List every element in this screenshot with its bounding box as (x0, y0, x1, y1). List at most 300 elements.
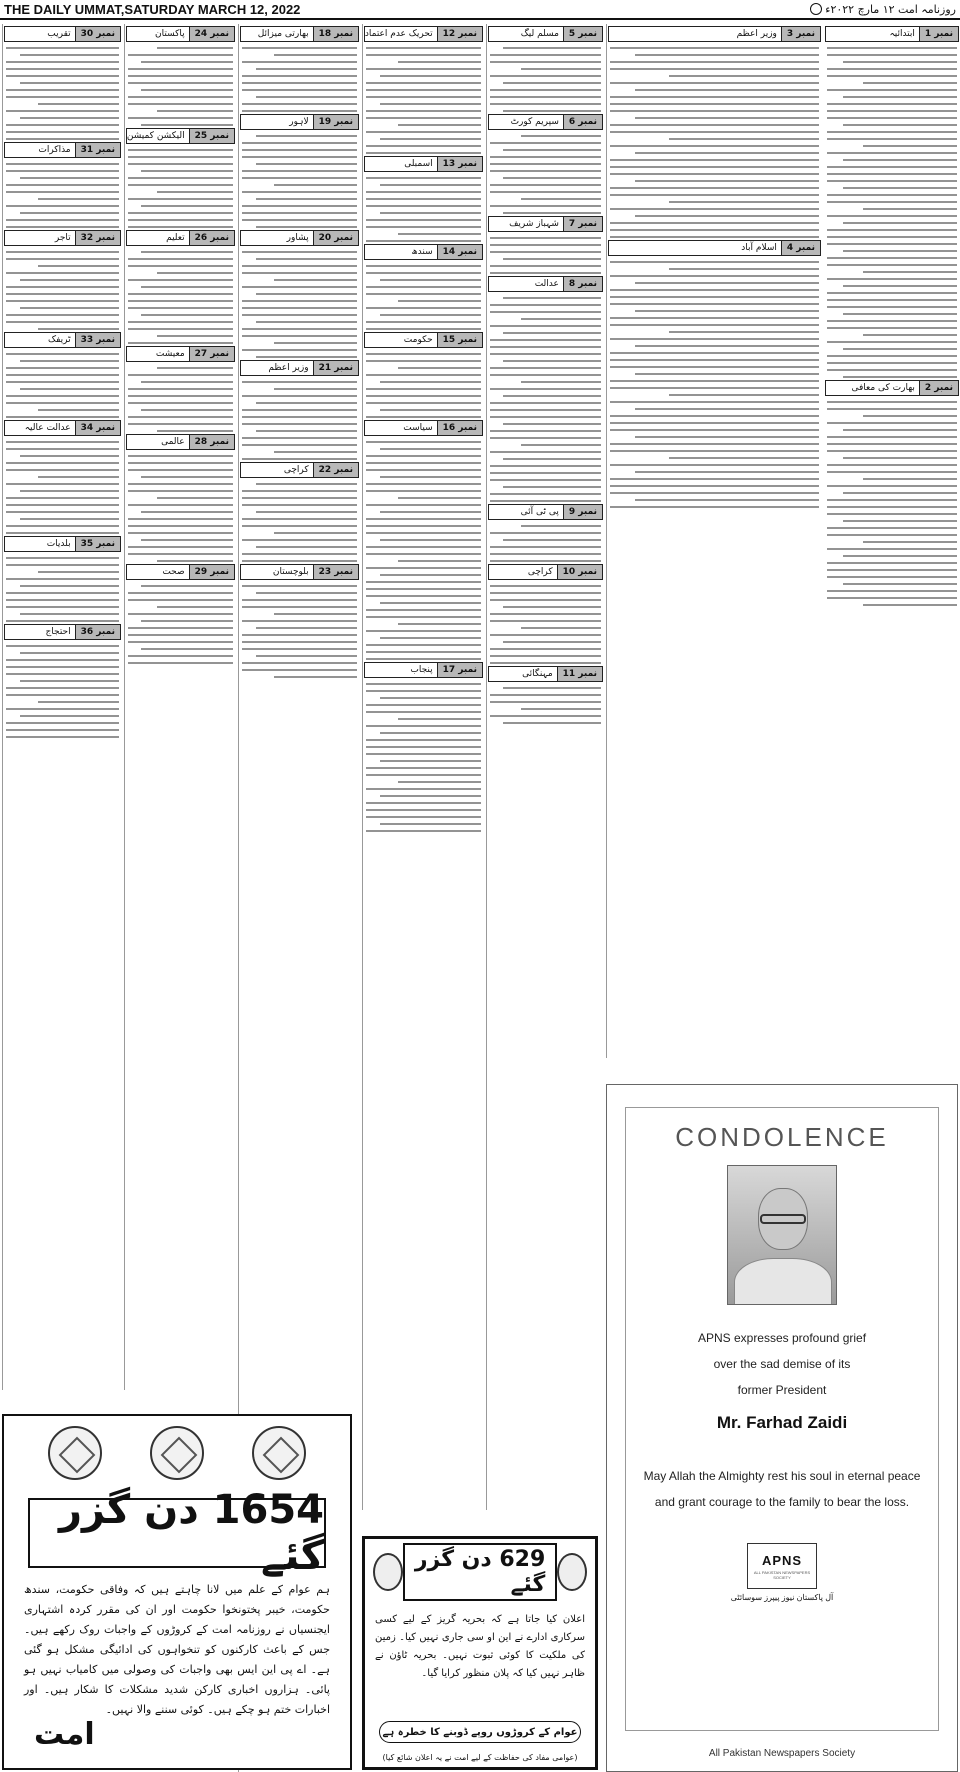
arrears-ad-text: ہم عوام کے علم میں لانا چاہتے ہیں کہ وفاقی حکومت، سندھ حکومت، خیبر پختونخوا حکومت اور ان کی مقرر کردہ اشتہاری ایجنسیاں نے روزنامہ امت کے کروڑوں کے واجبات روک رکھے ہیں۔ جس کے باعث کارکنوں کو تنخواہوں کی ادائیگی مشکل ہو گئی ہے۔ اے پی این ایس بھی واجبات کی وصولی میں کامیاب نہیں ہو پائی۔ ہزاروں اخباری کارکن شدید مشکلات کا شکار ہیں۔ اور اخبارات ختم ہو چکے ہیں۔ کوئی سننے والا نہیں۔ (24, 1583, 330, 1716)
story-dateline: بھارت کی معافی (851, 383, 915, 393)
text-line (128, 627, 233, 629)
text-line (6, 722, 119, 724)
story-header (488, 504, 603, 520)
text-line (242, 585, 357, 587)
text-line (6, 205, 119, 207)
text-line (128, 374, 233, 376)
story-body (487, 585, 604, 664)
apns-urdu-name: آل پاکستان نیوز پیپرز سوسائٹی (730, 1593, 834, 1602)
text-line (490, 694, 601, 696)
text-line (20, 388, 119, 390)
news-story (487, 564, 604, 664)
text-line (6, 708, 119, 710)
text-line (141, 205, 233, 207)
text-line (6, 381, 119, 383)
text-line (20, 212, 119, 214)
story-dateline: مسلم لیگ (520, 29, 559, 39)
story-header (364, 156, 483, 172)
text-line (366, 725, 481, 727)
story-body (3, 557, 122, 622)
story-body (487, 237, 604, 274)
text-line (490, 325, 601, 327)
text-line (366, 54, 481, 56)
text-line (366, 690, 481, 692)
text-line (6, 226, 119, 228)
text-line (503, 258, 601, 260)
text-line (256, 627, 357, 629)
text-line (366, 402, 481, 404)
text-line (398, 560, 481, 562)
text-line (128, 258, 233, 260)
story-number: نمبر 33 (75, 333, 120, 347)
text-line (242, 423, 357, 425)
text-line (843, 457, 957, 459)
text-line (38, 571, 119, 573)
text-line (366, 739, 481, 741)
text-line (242, 560, 357, 562)
text-line (128, 490, 233, 492)
text-line (256, 198, 357, 200)
text-line (610, 478, 819, 480)
text-line (242, 444, 357, 446)
text-line (366, 553, 481, 555)
text-line (366, 830, 481, 832)
story-dateline: پنجاب (410, 665, 433, 675)
text-line (242, 149, 357, 151)
text-line (242, 648, 357, 650)
text-line (366, 131, 481, 133)
text-line (128, 455, 233, 457)
text-line (827, 152, 957, 154)
bahria-ad-header (365, 1539, 595, 1605)
story-dateline: صحت (162, 567, 185, 577)
text-line (490, 339, 601, 341)
text-line (38, 265, 119, 267)
condolence-title: CONDOLENCE (675, 1122, 889, 1152)
text-line (242, 219, 357, 221)
text-line (128, 518, 233, 520)
text-line (380, 103, 481, 105)
text-line (128, 226, 233, 228)
text-line (490, 244, 601, 246)
text-line (398, 367, 481, 369)
text-line (521, 381, 601, 383)
text-line (128, 300, 233, 302)
story-header (4, 420, 121, 436)
text-line (503, 395, 601, 397)
story-header (240, 26, 359, 42)
text-line (366, 767, 481, 769)
text-line (128, 525, 233, 527)
text-line (366, 441, 481, 443)
story-header (4, 230, 121, 246)
story-dateline: بلدیات (46, 539, 71, 549)
text-line (490, 493, 601, 495)
text-line (20, 585, 119, 587)
text-line (366, 353, 481, 355)
text-line (6, 124, 119, 126)
news-story (239, 564, 360, 678)
story-number: نمبر 16 (437, 421, 482, 435)
text-line (128, 212, 233, 214)
text-line (128, 177, 233, 179)
text-line (827, 201, 957, 203)
newspaper-page (0, 24, 960, 1772)
text-line (827, 68, 957, 70)
text-line (366, 809, 481, 811)
story-header (4, 142, 121, 158)
text-line (490, 54, 601, 56)
text-line (610, 464, 819, 466)
text-line (610, 68, 819, 70)
text-line (20, 177, 119, 179)
text-line (635, 89, 819, 91)
text-line (366, 658, 481, 660)
text-line (157, 110, 233, 112)
condolence-line-2: over the sad demise of its (713, 1357, 851, 1371)
text-line (827, 499, 957, 501)
text-line (242, 518, 357, 520)
text-line (380, 574, 481, 576)
story-dateline: تحریک عدم اعتماد (365, 29, 433, 39)
masthead (0, 0, 960, 20)
text-line (827, 355, 957, 357)
text-line (6, 367, 119, 369)
text-line (242, 497, 357, 499)
news-story (239, 230, 360, 358)
news-story (3, 624, 122, 738)
text-line (128, 641, 233, 643)
text-line (827, 590, 957, 592)
text-line (242, 82, 357, 84)
text-line (128, 198, 233, 200)
text-line (610, 194, 819, 196)
text-line (490, 367, 601, 369)
story-dateline: مہنگائی (522, 669, 553, 679)
text-line (827, 103, 957, 105)
text-line (380, 75, 481, 77)
text-line (366, 47, 481, 49)
text-line (366, 68, 481, 70)
story-body (824, 47, 960, 378)
story-body (363, 441, 484, 660)
story-number: نمبر 7 (563, 217, 602, 231)
emblem-icon (373, 1553, 403, 1591)
text-line (6, 673, 119, 675)
text-line (366, 191, 481, 193)
story-dateline: پشاور (286, 233, 309, 243)
text-line (827, 513, 957, 515)
text-line (366, 651, 481, 653)
story-dateline: ابتدائیہ (889, 29, 915, 39)
text-line (6, 251, 119, 253)
text-line (863, 208, 957, 210)
masthead-urdu-text: روزنامہ امت ۱۲ مارچ ۲۰۲۲ء (825, 2, 956, 16)
bahria-ad-text: اعلان کیا جاتا ہے کہ بحریہ گریز کے لیے کسی سرکاری ادارے نے این او سی جاری نہیں کیا۔ زمین کی ملکیت کا کوئی ثبوت نہیں۔ بحریہ ٹاؤن نے ظاہر نہیں کیا کہ پلان منظور کرایا گیا۔ (375, 1614, 585, 1679)
text-line (242, 205, 357, 207)
news-story (487, 114, 604, 214)
text-line (128, 82, 233, 84)
text-line (6, 504, 119, 506)
text-line (863, 604, 957, 606)
text-line (128, 469, 233, 471)
text-line (242, 170, 357, 172)
story-body (607, 47, 822, 238)
text-line (827, 597, 957, 599)
story-header (126, 434, 235, 450)
text-line (843, 222, 957, 224)
text-line (827, 569, 957, 571)
text-line (366, 205, 481, 207)
text-line (128, 395, 233, 397)
text-line (141, 585, 233, 587)
text-line (490, 430, 601, 432)
text-line (827, 320, 957, 322)
text-line (635, 436, 819, 438)
text-line (38, 328, 119, 330)
text-line (521, 68, 601, 70)
text-line (863, 82, 957, 84)
text-line (521, 444, 601, 446)
text-line (366, 609, 481, 611)
text-line (610, 159, 819, 161)
text-line (38, 409, 119, 411)
story-header (364, 420, 483, 436)
text-line (503, 297, 601, 299)
text-line (635, 373, 819, 375)
story-dateline: عدالت (534, 279, 559, 289)
news-story (125, 230, 236, 344)
text-line (242, 61, 357, 63)
ummat-signature: امت (34, 1717, 95, 1752)
text-line (490, 648, 601, 650)
text-line (827, 534, 957, 536)
text-line (242, 103, 357, 105)
text-line (827, 278, 957, 280)
story-number: نمبر 19 (313, 115, 358, 129)
text-line (380, 409, 481, 411)
text-line (366, 802, 481, 804)
text-line (863, 415, 957, 417)
text-line (128, 388, 233, 390)
text-line (827, 243, 957, 245)
text-line (128, 321, 233, 323)
story-header (364, 26, 483, 42)
story-dateline: سیاست (403, 423, 433, 433)
text-line (242, 328, 357, 330)
text-line (366, 265, 481, 267)
story-header (240, 230, 359, 246)
text-line (141, 251, 233, 253)
text-line (635, 471, 819, 473)
news-story (125, 128, 236, 228)
text-line (242, 606, 357, 608)
text-line (380, 476, 481, 478)
text-line (843, 96, 957, 98)
news-story (3, 536, 122, 622)
text-line (490, 585, 601, 587)
text-line (6, 592, 119, 594)
story-header (126, 230, 235, 246)
text-line (490, 96, 601, 98)
text-line (380, 184, 481, 186)
story-number: نمبر 2 (919, 381, 958, 395)
text-line (256, 226, 357, 228)
text-line (827, 166, 957, 168)
text-line (610, 131, 819, 133)
text-line (256, 655, 357, 657)
text-line (256, 258, 357, 260)
text-line (490, 599, 601, 601)
text-line (610, 324, 819, 326)
story-body (125, 585, 236, 664)
text-line (490, 156, 601, 158)
story-header (4, 536, 121, 552)
text-line (256, 430, 357, 432)
text-line (366, 321, 481, 323)
story-dateline: کراچی (527, 567, 553, 577)
condolence-line-3: former President (737, 1383, 827, 1397)
story-body (239, 251, 360, 358)
text-line (827, 131, 957, 133)
news-story (3, 332, 122, 418)
story-number: نمبر 20 (313, 231, 358, 245)
text-line (669, 75, 819, 77)
text-line (490, 613, 601, 615)
text-line (6, 599, 119, 601)
text-line (610, 124, 819, 126)
story-header (488, 216, 603, 232)
story-dateline: تاجر (54, 233, 71, 243)
text-line (635, 180, 819, 182)
story-body (824, 401, 960, 606)
text-line (242, 89, 357, 91)
text-line (635, 345, 819, 347)
story-dateline: وزیر اعظم (268, 363, 309, 373)
text-line (380, 448, 481, 450)
text-line (610, 208, 819, 210)
text-line (38, 476, 119, 478)
text-line (366, 462, 481, 464)
text-line (610, 145, 819, 147)
text-line (256, 96, 357, 98)
newspaper-logo-icon (810, 3, 822, 15)
text-line (610, 296, 819, 298)
text-line (366, 286, 481, 288)
text-line (366, 644, 481, 646)
text-line (141, 314, 233, 316)
text-line (366, 219, 481, 221)
story-header (364, 662, 483, 678)
text-line (503, 458, 601, 460)
text-line (141, 124, 233, 126)
text-line (242, 641, 357, 643)
text-line (503, 423, 601, 425)
text-line (6, 191, 119, 193)
text-line (128, 634, 233, 636)
news-story (363, 26, 484, 154)
news-story (487, 216, 604, 274)
text-line (6, 578, 119, 580)
story-number: نمبر 31 (75, 143, 120, 157)
text-line (38, 103, 119, 105)
text-line (6, 659, 119, 661)
arrears-ad (2, 1414, 352, 1770)
text-line (610, 47, 819, 49)
text-line (128, 68, 233, 70)
portrait-photo (727, 1165, 837, 1305)
story-dateline: لاہور (289, 117, 309, 127)
story-header (488, 114, 603, 130)
text-line (256, 483, 357, 485)
text-line (610, 317, 819, 319)
story-dateline: سپریم کورٹ (510, 117, 559, 127)
text-line (256, 592, 357, 594)
text-line (503, 82, 601, 84)
text-line (128, 328, 233, 330)
text-line (380, 795, 481, 797)
text-line (490, 409, 601, 411)
text-line (827, 450, 957, 452)
story-number: نمبر 5 (563, 27, 602, 41)
text-line (6, 374, 119, 376)
masthead-urdu-title (810, 3, 956, 16)
text-line (274, 279, 357, 281)
text-line (610, 222, 819, 224)
text-line (6, 606, 119, 608)
text-line (843, 583, 957, 585)
story-body (487, 297, 604, 502)
story-body (3, 47, 122, 140)
text-line (20, 360, 119, 362)
story-number: نمبر 4 (781, 241, 820, 255)
text-line (128, 75, 233, 77)
text-line (128, 156, 233, 158)
text-line (398, 781, 481, 783)
text-line (6, 525, 119, 527)
text-line (128, 184, 233, 186)
text-line (128, 149, 233, 151)
text-line (380, 732, 481, 734)
text-line (398, 718, 481, 720)
text-line (6, 416, 119, 418)
text-line (128, 293, 233, 295)
text-line (366, 96, 481, 98)
text-line (6, 286, 119, 288)
news-story (3, 420, 122, 534)
news-story (3, 142, 122, 228)
text-line (6, 89, 119, 91)
story-header (126, 346, 235, 362)
text-line (380, 279, 481, 281)
news-story (125, 434, 236, 562)
text-line (827, 362, 957, 364)
text-line (157, 47, 233, 49)
text-line (490, 662, 601, 664)
text-line (6, 110, 119, 112)
story-number: نمبر 17 (437, 663, 482, 677)
bahria-ad (362, 1536, 598, 1770)
text-line (256, 293, 357, 295)
story-header (240, 564, 359, 580)
story-dateline: اسمبلی (404, 159, 433, 169)
text-line (490, 61, 601, 63)
story-header (488, 276, 603, 292)
story-number: نمبر 35 (75, 537, 120, 551)
text-line (242, 349, 357, 351)
text-line (610, 275, 819, 277)
story-body (125, 367, 236, 432)
